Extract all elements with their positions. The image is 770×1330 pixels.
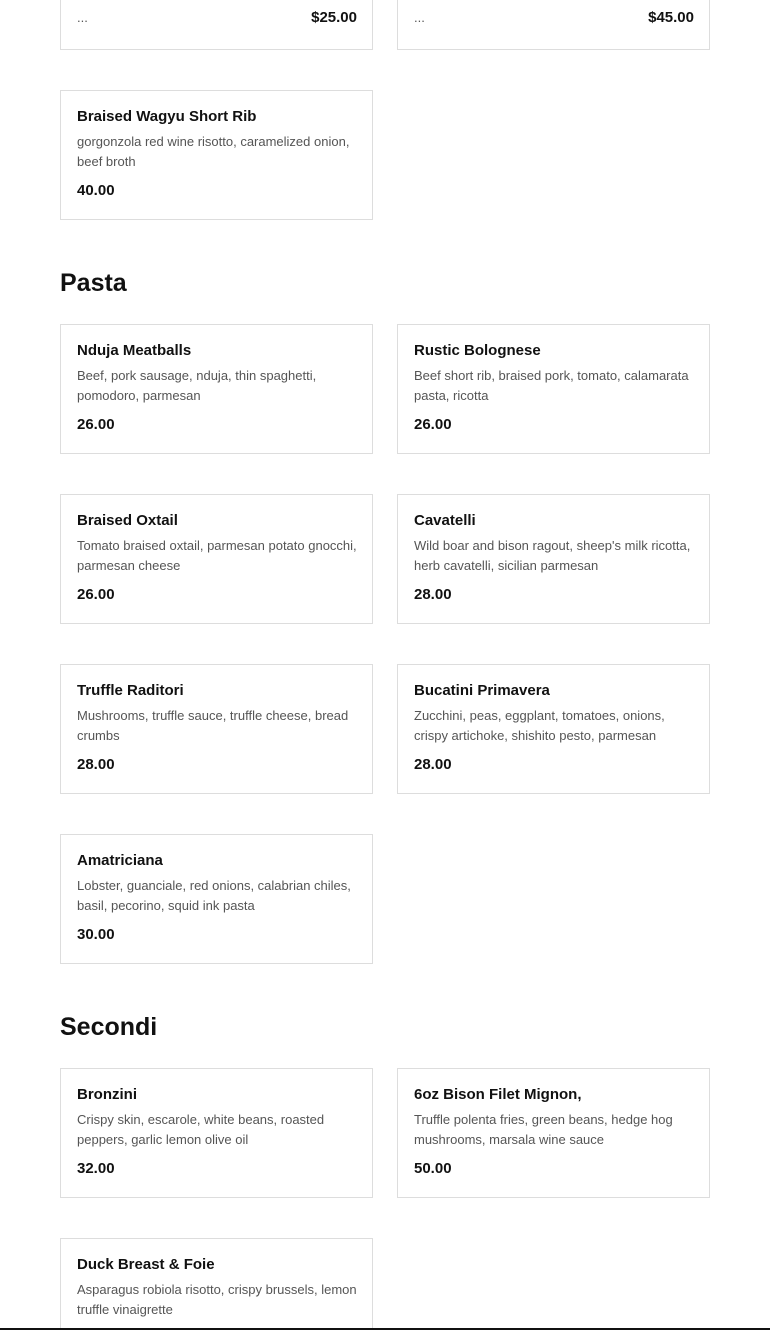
menu-item-card: [60, 1068, 373, 1198]
section-title-pasta: Pasta: [60, 269, 127, 297]
item-price: 30.00: [77, 926, 115, 943]
item-price: 28.00: [77, 756, 115, 773]
item-price: $25.00: [311, 9, 357, 26]
menu-item-card: [60, 494, 373, 624]
item-description: ...: [77, 10, 88, 25]
item-name: Nduja Meatballs: [77, 342, 192, 359]
item-price: 28.00: [414, 756, 452, 773]
item-name: Duck Breast & Foie: [77, 1256, 215, 1273]
item-price: 28.00: [414, 586, 452, 603]
item-price: 26.00: [414, 416, 452, 433]
item-description: Asparagus robiola risotto, crispy brussels, lemon truffle vinaigrette: [77, 1282, 357, 1317]
item-description: Beef, pork sausage, nduja, thin spaghetti, pomodoro, parmesan: [77, 368, 317, 403]
item-description: Wild boar and bison ragout, sheep's milk ricotta, herb cavatelli, sicilian parmesan: [414, 538, 691, 573]
item-price: 50.00: [414, 1160, 452, 1177]
item-price: 26.00: [77, 416, 115, 433]
item-description: Zucchini, peas, eggplant, tomatoes, onions, crispy artichoke, shishito pesto, parmesan: [414, 708, 665, 743]
menu-item-card: [60, 834, 373, 964]
item-name: Truffle Raditori: [77, 682, 184, 699]
item-name: Rustic Bolognese: [414, 342, 541, 359]
item-description: gorgonzola red wine risotto, caramelized onion, beef broth: [77, 134, 350, 169]
item-name: Braised Wagyu Short Rib: [77, 108, 257, 125]
item-price: $45.00: [648, 9, 694, 26]
section-title-secondi: Secondi: [60, 1013, 158, 1041]
item-price: 40.00: [77, 182, 115, 199]
menu-item-card: [397, 664, 710, 794]
item-description: Mushrooms, truffle sauce, truffle cheese, bread crumbs: [77, 708, 349, 743]
item-name: Amatriciana: [77, 852, 163, 869]
item-name: Braised Oxtail: [77, 512, 178, 529]
menu-item-card: [60, 90, 373, 220]
menu-item-card: [60, 0, 373, 50]
item-description: Truffle polenta fries, green beans, hedge hog mushrooms, marsala wine sauce: [414, 1112, 673, 1147]
item-name: Bronzini: [77, 1086, 137, 1103]
item-description: Crispy skin, escarole, white beans, roasted peppers, garlic lemon olive oil: [77, 1112, 325, 1147]
item-name: Bucatini Primavera: [414, 682, 550, 699]
item-description: Lobster, guanciale, red onions, calabrian chiles, basil, pecorino, squid ink pasta: [77, 878, 351, 913]
menu-item-card: [397, 1068, 710, 1198]
menu-item-card: [60, 1238, 373, 1330]
item-description: Tomato braised oxtail, parmesan potato gnocchi, parmesan cheese: [77, 538, 357, 573]
menu-item-card: [60, 664, 373, 794]
item-price: 26.00: [77, 586, 115, 603]
item-name: Cavatelli: [414, 512, 476, 529]
menu-item-card: [397, 0, 710, 50]
item-description: ...: [414, 10, 425, 25]
menu-item-card: [397, 494, 710, 624]
item-name: 6oz Bison Filet Mignon,: [414, 1086, 582, 1103]
item-price: 32.00: [77, 1160, 115, 1177]
menu-item-card: [60, 324, 373, 454]
menu-item-card: [397, 324, 710, 454]
item-description: Beef short rib, braised pork, tomato, calamarata pasta, ricotta: [414, 368, 689, 403]
